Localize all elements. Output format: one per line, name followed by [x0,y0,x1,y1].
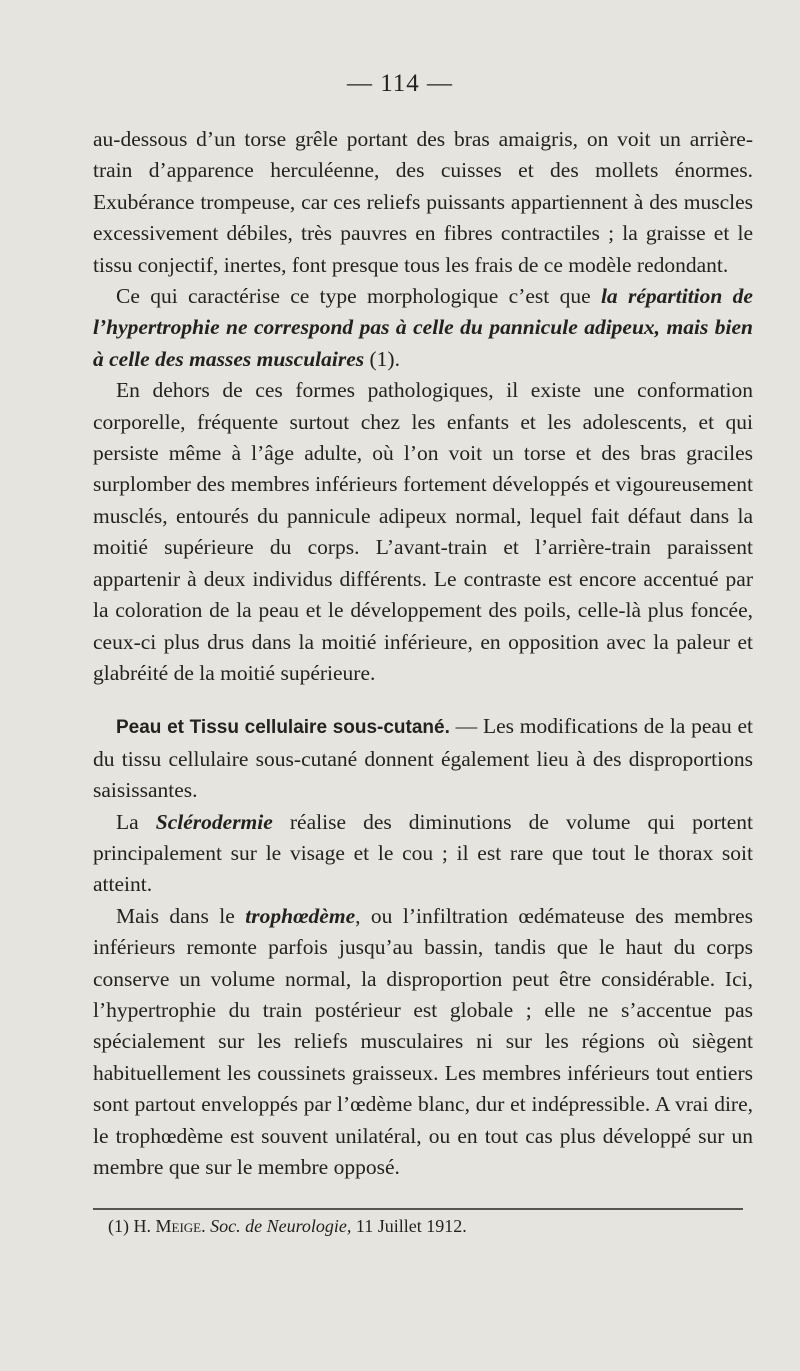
paragraph-3: En dehors de ces formes pathologiques, il existe une conformation corporelle, fréquente surtout chez les enfants et les adolescents, et qui persiste même à l’âge adulte, où l’on voit un torse et des bras graciles surplomber des membres inférieurs fortement développés et vigoureusement musclés, entourés du pannicule adipeux normal, lequel fait défaut dans la moitié supérieure du corps. L’avant-train et l’arrière-train paraissent appartenir à deux individus différents. Le contraste est encore accentué par la coloration de la peau et le développement des poils, celle-là plus foncée, ceux-ci plus drus dans la moitié inférieure, en opposition avec la paleur et glabréité de la moitié supérieure. [93,378,753,685]
paragraph-6-emphasis: trophœdème [245,903,356,928]
paragraph-5-emphasis: Sclérodermie [155,809,273,834]
paragraph-6 [93,901,753,1184]
paragraph-2-emphasis: la répartition de l’hypertrophie ne correspond pas à celle du pannicule adipeux, mais bien à celle des masses musculaires [93,284,753,371]
paragraph-6-lead: Mais dans le [116,903,246,928]
paragraph-5-tail: réalise des diminutions de volume qui portent principalement sur le visage et le cou ; il est rare que tout le thorax soit atteint. [93,809,753,897]
paragraph-4-text: — Les modifications de la peau et du tissu cellulaire sous-cutané donnent également lieu à des disproportions saisissantes. [93,714,754,803]
paragraph-6-tail: , ou l’infiltration œdémateuse des membres inférieurs remonte parfois jusqu’au bassin, tandis que le haut du corps conserve un volume normal, la disproportion peut être considérable. Ici, l’hypertrophie du train postérieur est globale ; elle ne s’accentue pas spécialement sur les reliefs musculaires ni sur les régions où siègent habituellement les coussinets graisseux. Les membres inférieurs tout entiers sont partout enveloppés par l’œdème blanc, dur et indépressible. A vrai dire, le trophœdème est souvent unilatéral, ou en tout cas plus développé sur un membre que sur le membre opposé. [93,903,753,1179]
footnote-separator: . [201,1216,211,1236]
paragraph-5-lead: La [116,809,156,834]
footnote-date: 11 Juillet 1912. [351,1216,467,1236]
footnote-journal: Soc. de Neurologie, [210,1216,352,1236]
paragraph-2 [93,281,753,375]
footnote [108,1214,467,1238]
paragraph-2-tail: (1). [364,346,400,371]
body-text [93,124,753,1183]
footnote-author: Meige [155,1216,202,1236]
paragraph-1: au-dessous d’un torse grêle portant des bras amaigris, on voit un arrière-train d’apparence herculéenne, des cuisses et des mollets énormes. Exubérance trompeuse, car ces reliefs puissants appartiennent à des muscles excessivement débiles, très pauvres en fibres contractiles ; la graisse et le tissu conjectif, inertes, font presque tous les frais de ce modèle redondant. [93,127,753,277]
footnote-marker: (1) H. [108,1216,156,1236]
paragraph-4 [93,711,753,806]
page-number: — 114 — [346,70,454,97]
section-heading: Peau et Tissu cellulaire sous-cutané. [116,717,450,739]
paragraph-5 [93,807,753,901]
paragraph-2-lead: Ce qui caractérise ce type morphologique c’est que [116,284,601,309]
footnote-divider [93,1208,743,1210]
